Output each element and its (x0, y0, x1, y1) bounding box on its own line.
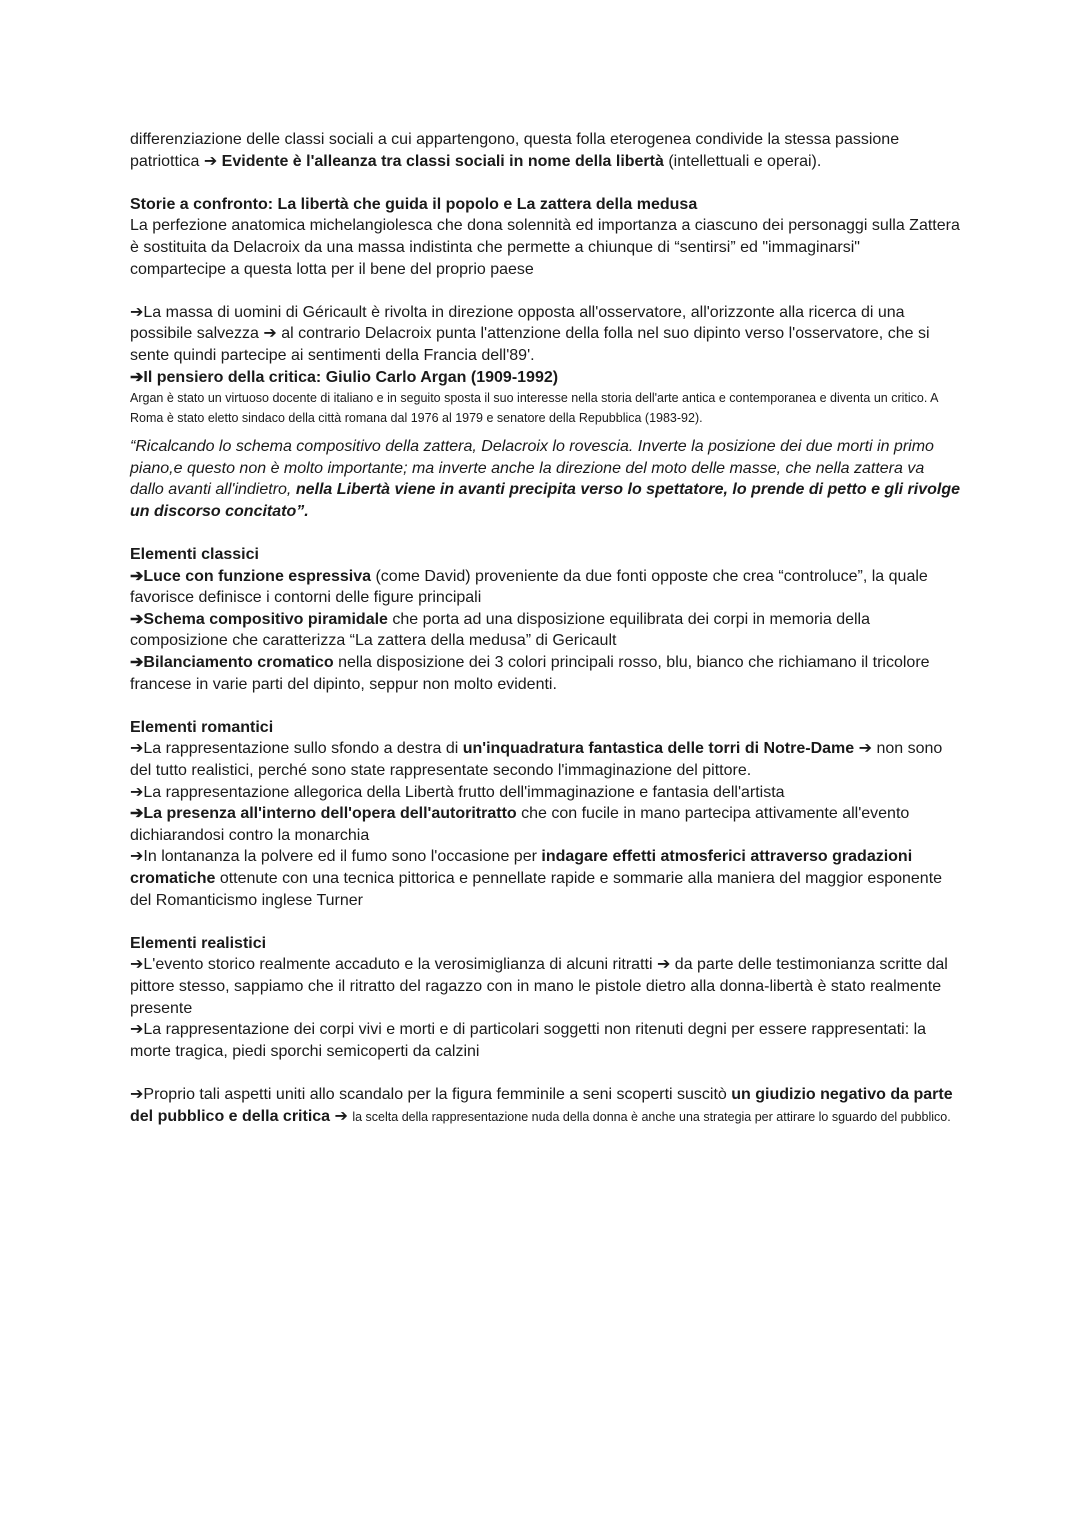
realistici-heading: Elementi realistici (130, 934, 267, 952)
argan-quote (130, 436, 960, 522)
romantici-item-4 (130, 846, 960, 911)
romantici-item-4-text: ➔In lontananza la polvere ed il fumo sono l'occasione per (130, 848, 542, 866)
classici-item-3-text: nella disposizione dei 3 colori principali rosso, blu, bianco che richiamano il tricolore francese in varie parti del dipinto, seppur non molto evidenti. (130, 654, 930, 693)
confronto-heading: Storie a confronto: La libertà che guida il popolo e La zattera della medusa (130, 195, 698, 213)
critica-heading: ➔Il pensiero della critica: Giulio Carlo Argan (1909-1992) (130, 368, 559, 386)
classici-item-1-title: ➔Luce con funzione espressiva (130, 567, 372, 585)
romantici-item-2: ➔La rappresentazione allegorica della Libertà frutto dell'immaginazione e fantasia dell'artista (130, 783, 785, 801)
conclusione-emphasis: un giudizio negativo da parte del pubblico e della critica (130, 1085, 953, 1125)
realistici-item-1: ➔L'evento storico realmente accaduto e la verosimiglianza di alcuni ritratti ➔ da parte delle testimonianza scritte dal pittore stesso, sappiamo che il ritratto del ragazzo con in mano le pistole dietro alla donna-libertà è stato realmente presente (130, 956, 948, 1017)
classici-item-1 (130, 566, 960, 609)
classici-item-2-text: che porta ad una disposizione equilibrata dei corpi in memoria della composizione che caratterizza “La zattera della medusa” di Gericault (130, 610, 870, 650)
romantici-item-3-text: che con fucile in mano partecipa attivamente all'evento dichiarandosi contro la monarchia (130, 805, 910, 844)
romantici-item-4-emphasis: indagare effetti atmosferici attraverso gradazioni cromatiche (130, 848, 913, 887)
romantici-heading: Elementi romantici (130, 718, 274, 736)
classici-item-1-text: (come David) proveniente da due fonti opposte che crea “controluce”, la quale favorisce definisce i contorni delle figure principali (130, 567, 928, 607)
document-page (130, 129, 960, 1127)
quote-text: “Ricalcando lo schema compositivo della zattera, Delacroix lo rovescia. Inverte la posizione dei due morti in primo piano,e questo non è molto importante; ma inverte anche la direzione del moto delle masse, che nella zattera va dallo avanti all'indietro, (130, 438, 934, 499)
conclusione-arrow: ➔ (330, 1107, 353, 1125)
confronto-paragraph-1: La perfezione anatomica michelangiolesca che dona solennità ed importanza a ciascuno dei personaggi sulla Zattera è sostituita da Delacroix da una massa indistinta che permette a chiunque di “sentirsi” ed "immaginarsi" compartecipe a questa lotta per il bene del proprio paese (130, 217, 960, 278)
romantici-item-1-emphasis: un'inquadratura fantastica delle torri di Notre-Dame (462, 740, 855, 758)
intro-text: differenziazione delle classi sociali a cui appartengono, questa folla eterogenea condivide la stessa passione patriottica ➔ (130, 131, 900, 170)
romantici-item-1-text-end: ➔ non sono del tutto realistici, perché sono state rappresentate secondo l'immaginazione del pittore. (130, 740, 943, 780)
romantici-item-1-text: ➔La rappresentazione sullo sfondo a destra di (130, 740, 463, 758)
intro-emphasis: Evidente è l'alleanza tra classi sociali in nome della libertà (221, 152, 664, 170)
classici-item-2-title: ➔Schema compositivo piramidale (130, 610, 388, 628)
romantici-item-4-text-end: ottenute con una tecnica pittorica e pennellate rapide e sommarie alla maniera del maggior esponente del Romanticismo inglese Turner (130, 870, 943, 909)
intro-text-end: (intellettuali e operai). (663, 152, 822, 170)
romantici-item-3-title: ➔La presenza all'interno dell'opera dell'autoritratto (130, 805, 517, 823)
conclusione-paragraph (130, 1084, 960, 1127)
critica-note: Argan è stato un virtuoso docente di italiano e in seguito sposta il suo interesse nella storia dell'arte antica e contemporanea e diventa un critico. A Roma è stato eletto sindaco della città romana dal 1976 al 1979 e senatore della Repubblica (1983-92). (130, 391, 938, 426)
conclusione-text: ➔Proprio tali aspetti uniti allo scandalo per la figura femminile a seni scoperti suscitò (130, 1085, 732, 1103)
classici-item-3 (130, 652, 960, 695)
classici-heading: Elementi classici (130, 546, 259, 564)
romantici-item-3 (130, 803, 960, 846)
quote-emphasis: nella Libertà viene in avanti precipita verso lo spettatore, lo prende di petto e gli rivolge un discorso concitato”. (130, 481, 960, 520)
romantici-item-1 (130, 738, 960, 781)
classici-item-3-title: ➔Bilanciamento cromatico (130, 654, 334, 672)
classici-item-2 (130, 609, 960, 652)
realistici-item-2: ➔La rappresentazione dei corpi vivi e morti e di particolari soggetti non ritenuti degni per essere rappresentati: la morte tragica, piedi sporchi semicoperti da calzini (130, 1021, 927, 1060)
conclusione-note: la scelta della rappresentazione nuda della donna è anche una strategia per attirare lo sguardo del pubblico. (352, 1109, 951, 1124)
intro-paragraph (130, 129, 960, 172)
confronto-paragraph-2: ➔La massa di uomini di Géricault è rivolta in direzione opposta all'osservatore, all'orizzonte alla ricerca di una possibile salvezza ➔ al contrario Delacroix punta l'attenzione della folla nel suo dipinto verso l'osservatore, che si sente quindi partecipe ai sentimenti della Francia dell'89'. (130, 303, 930, 364)
